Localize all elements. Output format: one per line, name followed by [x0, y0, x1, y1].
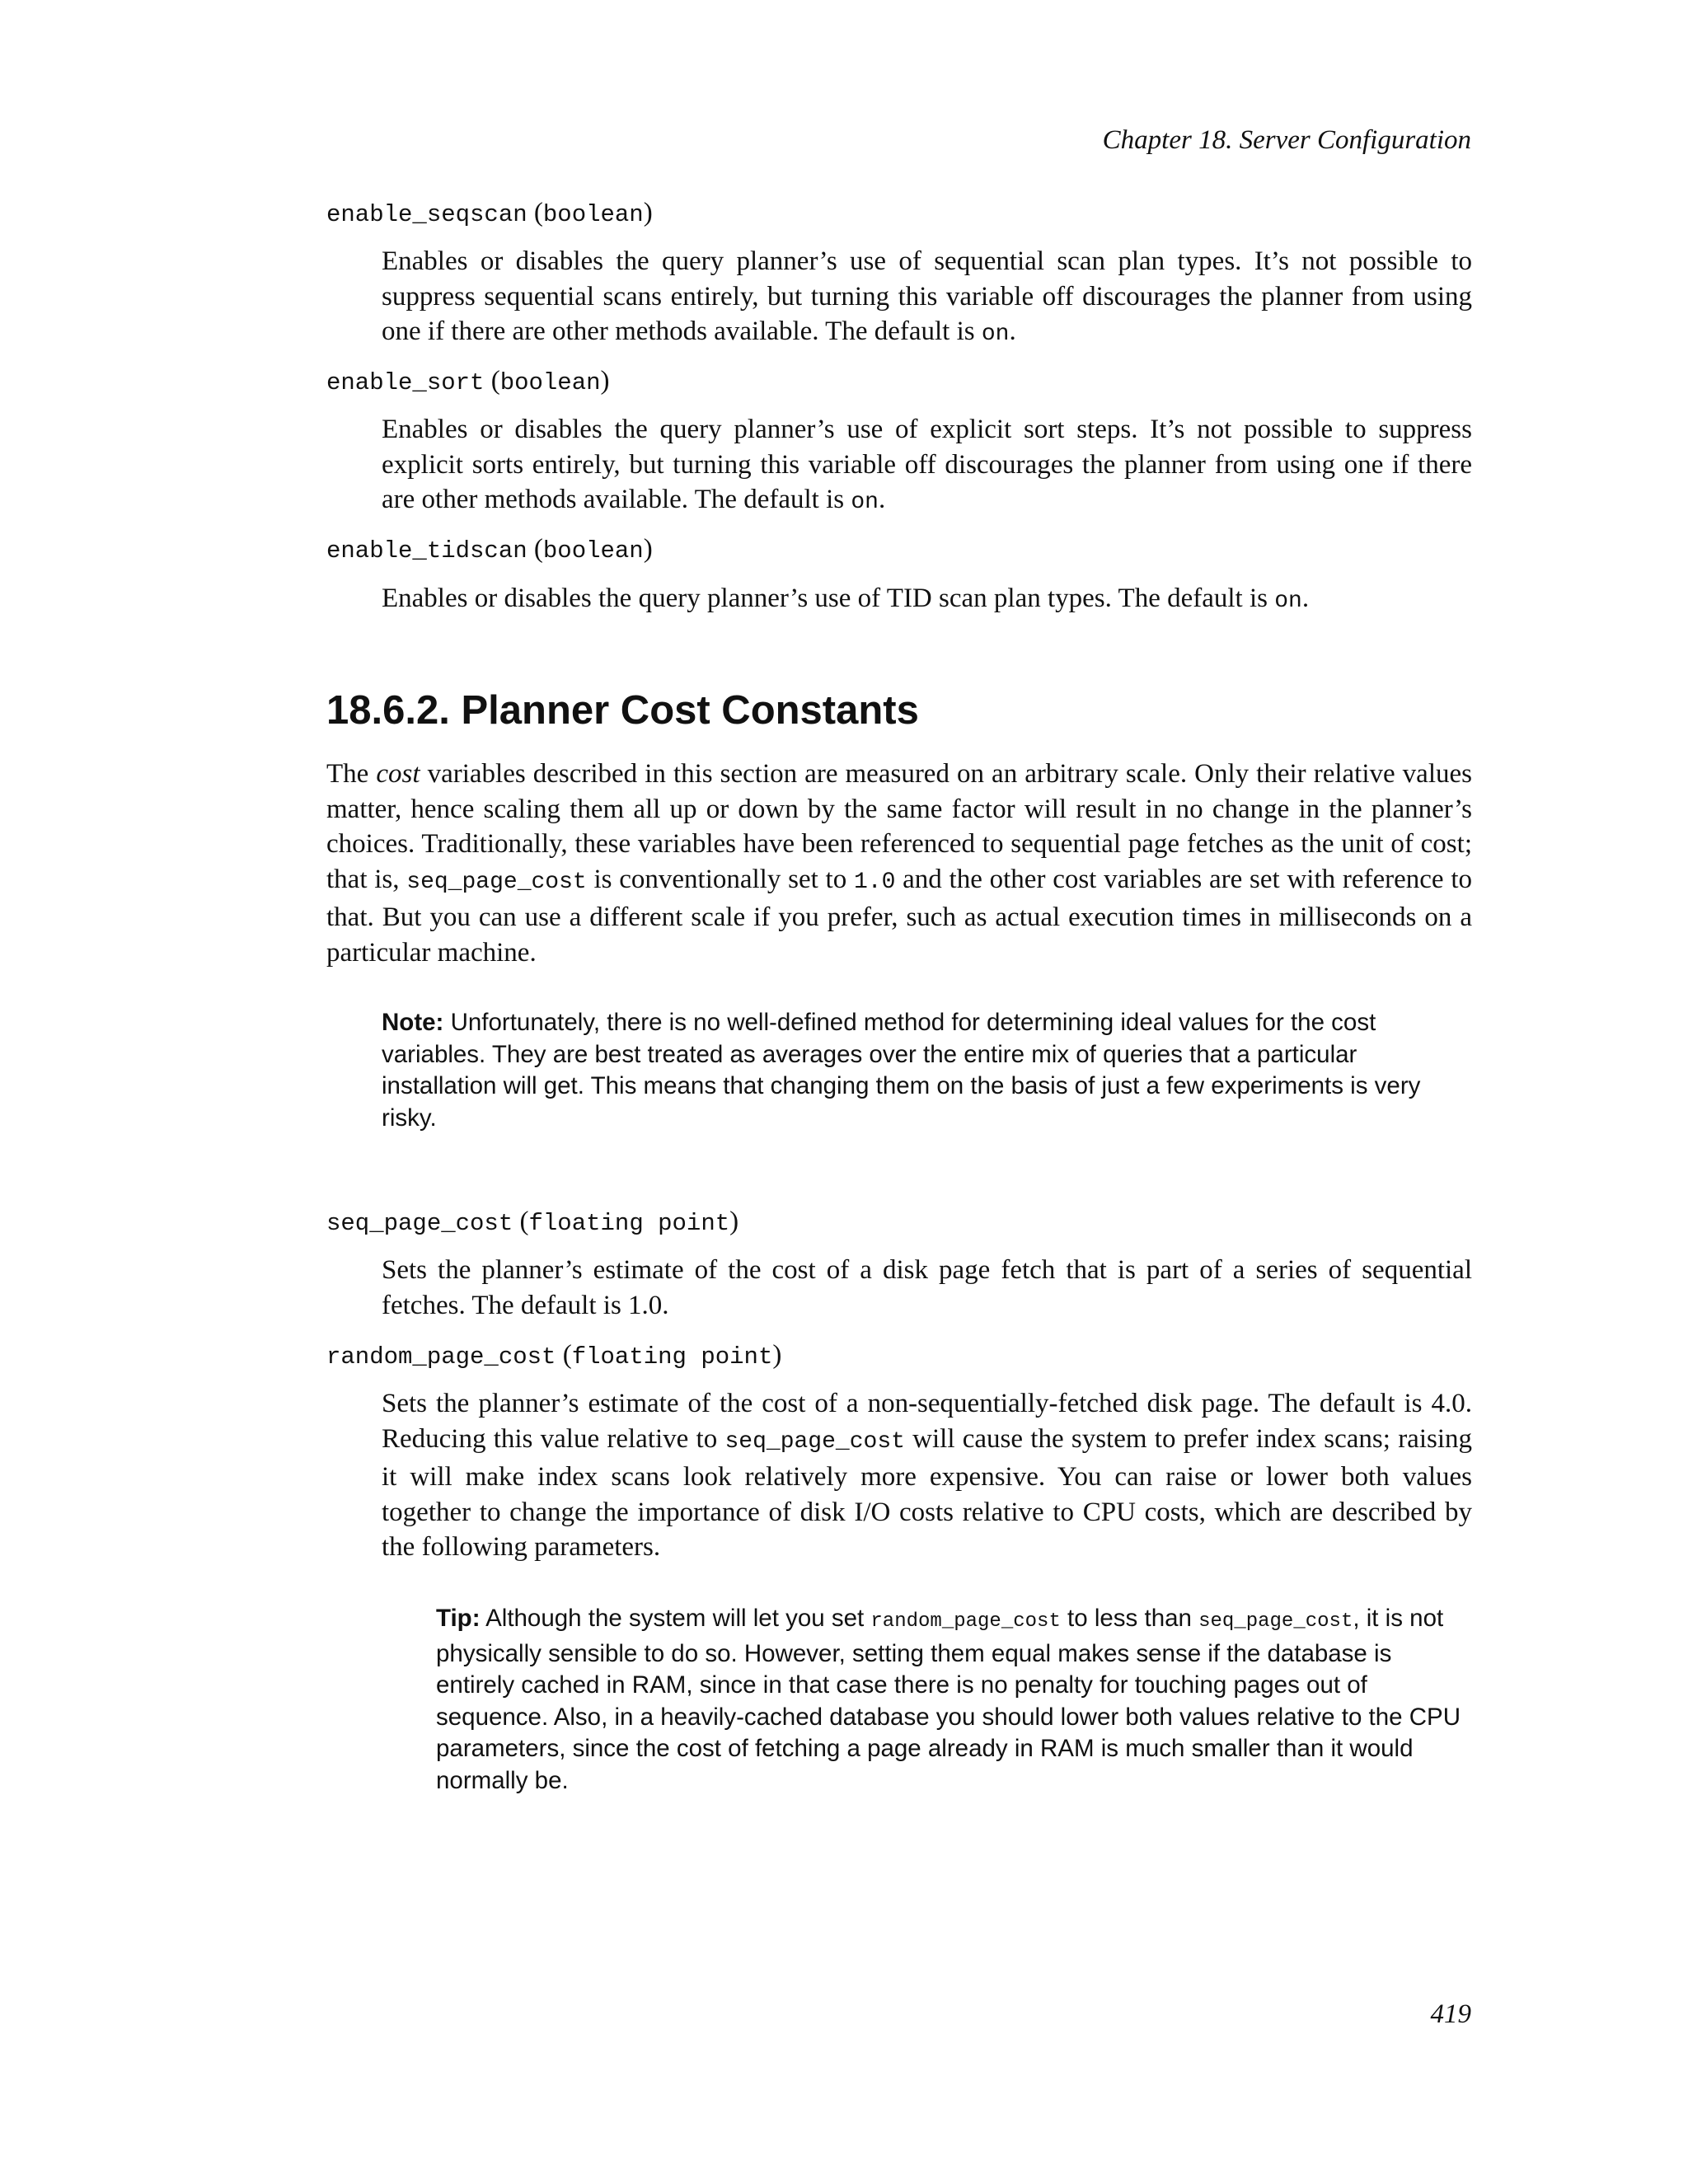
note-label: Note: — [382, 1009, 444, 1036]
param-desc-seq-page-cost: Sets the planner’s estimate of the cost of a disk page fetch that is part of a series of sequential fetches. The default is 1.0. — [382, 1255, 1472, 1320]
param-desc-random-page-cost: Sets the planner’s estimate of the cost of a non-sequentially-fetched disk page. The default is 4.0. Reducing this value relative to seq_page_cost will cause the system to prefer index scans; raising it will make index scans look relatively more expensive. You can raise or lower both values together to change the importance of disk I/O costs relative to CPU costs, which are described by the following parameters. — [382, 1389, 1473, 1562]
tip-label: Tip: — [436, 1605, 481, 1632]
param-name: seq_page_cost — [326, 1210, 513, 1237]
param-type: floating point — [571, 1343, 773, 1371]
param-type: floating point — [528, 1210, 730, 1237]
section-title: 18.6.2. Planner Cost Constants — [326, 688, 919, 733]
page-number: 419 — [1430, 1999, 1471, 2029]
note-text: Unfortunately, there is no well-defined method for determining ideal values for the cost variables. They are best treated as averages over the entire mix of queries that a particular installation will get. This means that changing them on the basis of just a few experiments is very risky. — [382, 1009, 1421, 1132]
running-header: Chapter 18. Server Configuration — [1102, 125, 1471, 155]
param-term-enable-sort: enable_sort (boolean) — [326, 366, 610, 396]
param-term-enable-tidscan: enable_tidscan (boolean) — [326, 534, 653, 565]
param-term-seq-page-cost: seq_page_cost (floating point) — [326, 1207, 739, 1237]
param-type: boolean — [499, 369, 601, 396]
param-name: enable_tidscan — [326, 537, 528, 565]
param-name: enable_seqscan — [326, 201, 528, 228]
section-intro: The cost variables described in this section are measured on an arbitrary scale. Only their relative values matter, hence scaling them all up or down by the same factor will result in no change in the planner’s choices. Traditionally, these variables have been referenced to sequential page fetches as the unit of cost; that is, seq_page_cost is conventionally set to 1.0 and the other cost variables are set with reference to that. But you can use a different scale if you prefer, such as actual execution times in milliseconds on a particular machine. — [326, 759, 1473, 968]
param-type: boolean — [542, 201, 644, 228]
param-desc-enable-seqscan: Enables or disables the query planner’s use of sequential scan plan types. It’s not possible to suppress sequential scans entirely, but turning this variable off discourages the planner from using one if there are other methods available. The default is on. — [382, 246, 1472, 347]
param-name: random_page_cost — [326, 1343, 556, 1371]
param-term-enable-seqscan: enable_seqscan (boolean) — [326, 198, 653, 228]
param-name: enable_sort — [326, 369, 485, 396]
param-term-random-page-cost: random_page_cost (floating point) — [326, 1340, 782, 1371]
param-type: boolean — [542, 537, 644, 565]
param-desc-enable-tidscan: Enables or disables the query planner’s use of TID scan plan types. The default is on. — [382, 583, 1310, 614]
tip-box: Tip: Although the system will let you set random_page_cost to less than seq_page_cost, it is not physically sensible to do so. However, setting them equal makes sense if the database is entirely cached in RAM, since in that case there is no penalty for touching pages out of sequence. Also, in a heavily-cached database you should lower both values relative to the CPU parameters, since the cost of fetching a page already in RAM is much smaller than it would normally be. — [436, 1605, 1461, 1794]
param-desc-enable-sort: Enables or disables the query planner’s use of explicit sort steps. It’s not possible to suppress explicit sorts entirely, but turning this variable off discourages the planner from using one if there are other methods available. The default is on. — [382, 415, 1472, 515]
note-box — [382, 1007, 1472, 1134]
